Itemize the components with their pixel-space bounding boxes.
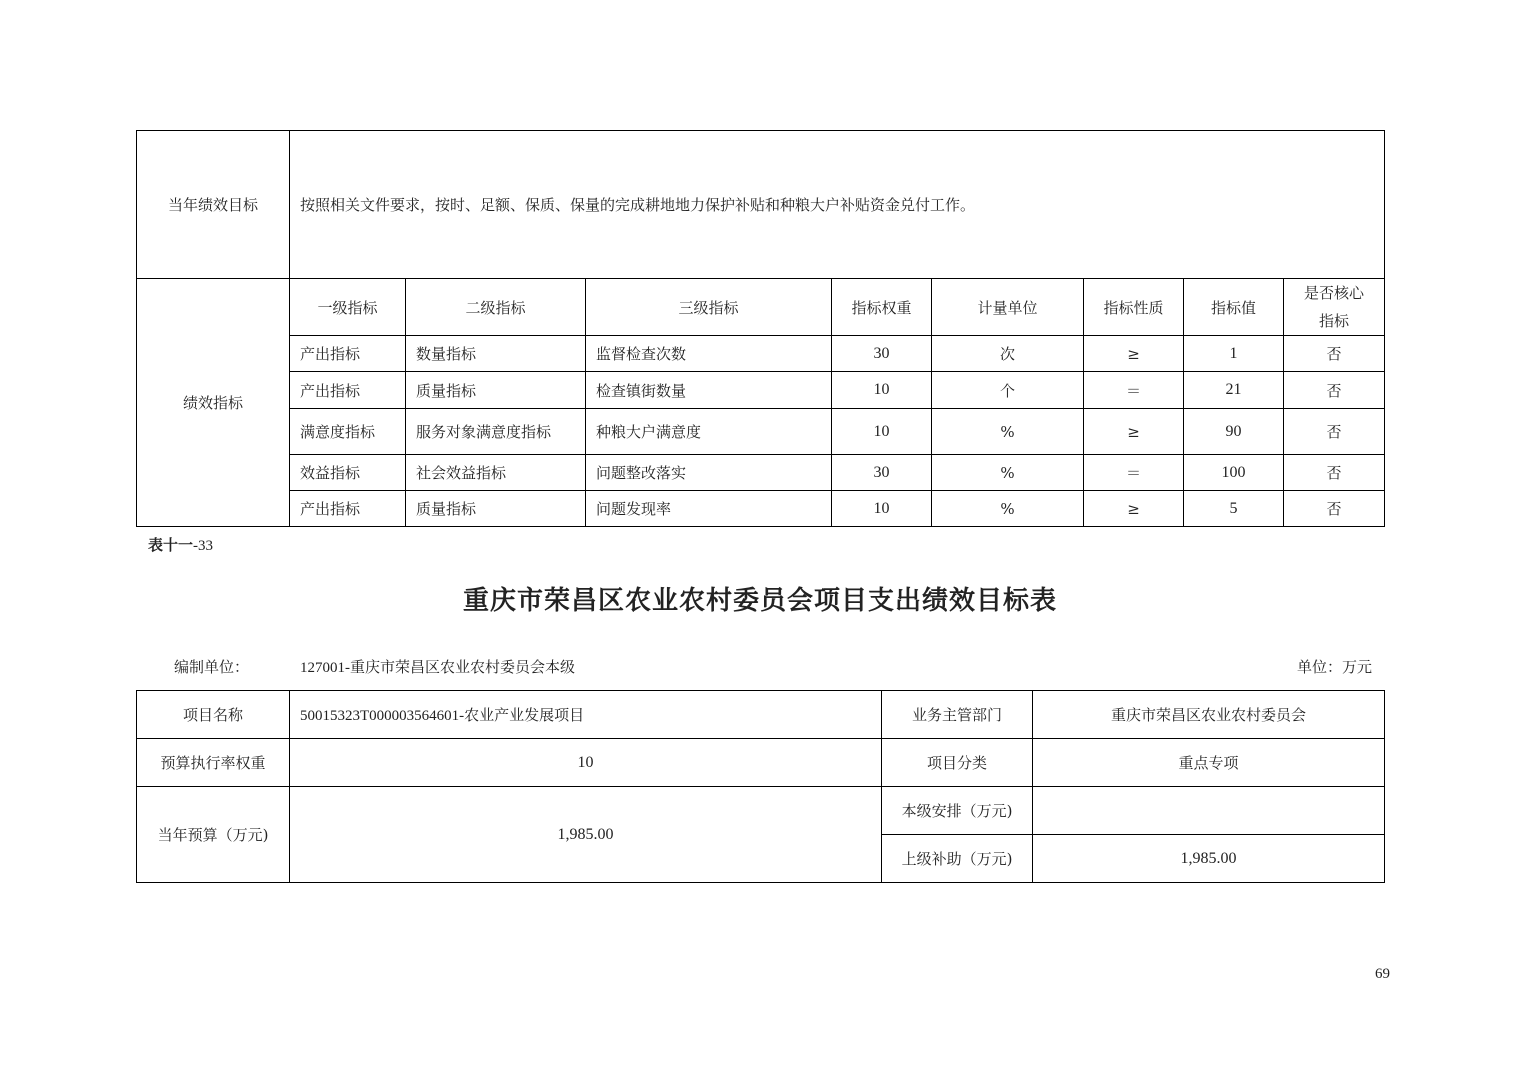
value-cell: 90 <box>1184 409 1284 455</box>
table-row <box>137 455 1385 491</box>
indicators-label: 绩效指标 <box>137 279 290 527</box>
annual-goal-text: 按照相关文件要求，按时、足额、保质、保量的完成耕地地力保护补贴和种粮大户补贴资金兑付工作。 <box>290 131 1385 279</box>
header-core <box>1284 279 1385 336</box>
project-table <box>136 690 1385 883</box>
header-level2: 二级指标 <box>406 279 586 336</box>
document-title: 重庆市荣昌区农业农村委员会项目支出绩效目标表 <box>462 586 1057 616</box>
table-row <box>137 372 1385 409</box>
weight-cell: 30 <box>832 455 932 491</box>
table-row <box>137 491 1385 527</box>
unit-cell: % <box>932 455 1084 491</box>
core-cell: 否 <box>1284 455 1385 491</box>
budget-value: 1,985.00 <box>290 787 882 883</box>
level3-cell: 种粮大户满意度 <box>586 409 832 455</box>
header-level3: 三级指标 <box>586 279 832 336</box>
header-nature: 指标性质 <box>1084 279 1184 336</box>
value-cell: 1 <box>1184 336 1284 372</box>
weight-cell: 30 <box>832 336 932 372</box>
header-value: 指标值 <box>1184 279 1284 336</box>
project-name-label: 项目名称 <box>137 691 290 739</box>
level2-cell: 质量指标 <box>406 372 586 409</box>
level2-cell: 质量指标 <box>406 491 586 527</box>
unit-cell: 个 <box>932 372 1084 409</box>
nature-cell: ＝ <box>1084 372 1184 409</box>
core-cell: 否 <box>1284 372 1385 409</box>
nature-cell: ＝ <box>1084 455 1184 491</box>
unit-label: 单位：万元 <box>1296 658 1372 676</box>
level1-cell: 产出指标 <box>290 491 406 527</box>
org-label: 编制单位： <box>174 658 250 676</box>
unit-cell: % <box>932 409 1084 455</box>
dept-value: 重庆市荣昌区农业农村委员会 <box>1033 691 1385 739</box>
performance-table <box>136 130 1385 527</box>
project-name-value: 50015323T000003564601-农业产业发展项目 <box>290 691 882 739</box>
upper-label: 上级补助（万元) <box>882 835 1033 883</box>
nature-cell: ≥ <box>1084 491 1184 527</box>
category-value: 重点专项 <box>1033 739 1385 787</box>
level3-cell: 问题发现率 <box>586 491 832 527</box>
level1-cell: 满意度指标 <box>290 409 406 455</box>
value-cell: 100 <box>1184 455 1284 491</box>
page-number: 69 <box>1375 966 1390 982</box>
exec-weight-label: 预算执行率权重 <box>137 739 290 787</box>
level3-cell: 监督检查次数 <box>586 336 832 372</box>
table-row <box>137 409 1385 455</box>
annual-goal-label: 当年绩效目标 <box>137 131 290 279</box>
header-unit: 计量单位 <box>932 279 1084 336</box>
table-number-suffix: -33 <box>193 538 214 554</box>
table-number-prefix: 表十一 <box>148 538 194 554</box>
core-cell: 否 <box>1284 409 1385 455</box>
table-row <box>137 336 1385 372</box>
level1-cell: 产出指标 <box>290 372 406 409</box>
exec-weight-value: 10 <box>290 739 882 787</box>
nature-cell: ≥ <box>1084 336 1184 372</box>
header-weight: 指标权重 <box>832 279 932 336</box>
table-number <box>148 534 213 555</box>
nature-cell: ≥ <box>1084 409 1184 455</box>
local-label: 本级安排（万元) <box>882 787 1033 835</box>
level3-cell: 检查镇街数量 <box>586 372 832 409</box>
weight-cell: 10 <box>832 372 932 409</box>
level1-cell: 产出指标 <box>290 336 406 372</box>
level2-cell: 社会效益指标 <box>406 455 586 491</box>
header-level1: 一级指标 <box>290 279 406 336</box>
org-value: 127001-重庆市荣昌区农业农村委员会本级 <box>300 660 575 676</box>
level3-cell: 问题整改落实 <box>586 455 832 491</box>
value-cell: 21 <box>1184 372 1284 409</box>
upper-value: 1,985.00 <box>1033 835 1385 883</box>
value-cell: 5 <box>1184 491 1284 527</box>
budget-label: 当年预算（万元) <box>137 787 290 883</box>
dept-label: 业务主管部门 <box>882 691 1033 739</box>
unit-cell: % <box>932 491 1084 527</box>
core-cell: 否 <box>1284 491 1385 527</box>
local-value <box>1033 787 1385 835</box>
level2-cell: 数量指标 <box>406 336 586 372</box>
category-label: 项目分类 <box>882 739 1033 787</box>
header-core-line2: 指标 <box>1319 312 1350 330</box>
core-cell: 否 <box>1284 336 1385 372</box>
header-core-line1: 是否核心 <box>1304 284 1365 302</box>
unit-cell: 次 <box>932 336 1084 372</box>
weight-cell: 10 <box>832 491 932 527</box>
weight-cell: 10 <box>832 409 932 455</box>
level1-cell: 效益指标 <box>290 455 406 491</box>
level2-cell: 服务对象满意度指标 <box>406 409 586 455</box>
